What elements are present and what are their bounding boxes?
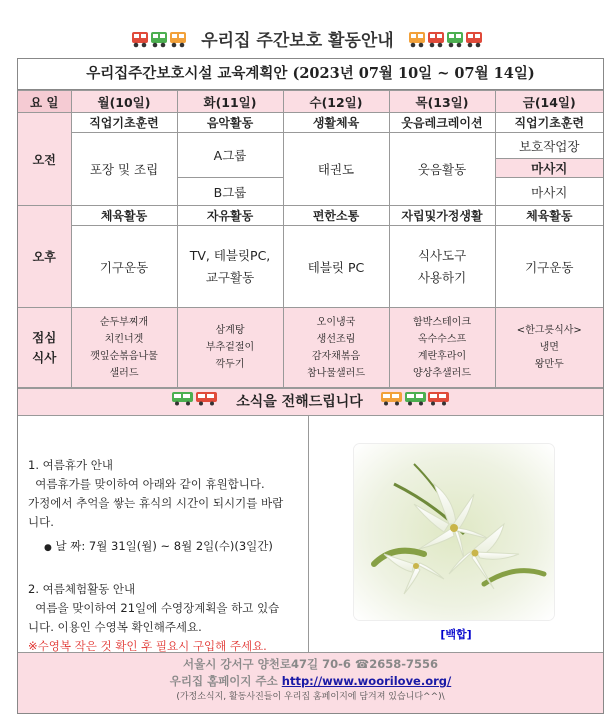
pm-fri-activity: 기구운동 [495,226,603,308]
photo-caption: [백합] [440,628,472,641]
menu-item: 양상추샐러드 [413,367,471,379]
lunch-mon [71,308,177,388]
day-mon: 월(10일) [71,91,177,113]
pm-program-fri: 체육활동 [495,206,603,226]
pm-program-thu: 자립및가정생활 [389,206,495,226]
am-mon-activity: 포장 및 조립 [71,133,177,206]
pm-thu-activity [389,226,495,308]
pm-tue-activity [177,226,283,308]
am-row-1 [18,133,603,159]
news-item1-line2: 가정에서 추억을 쌓는 휴식의 시간이 되시기를 바랍 [28,496,284,510]
plan-title: 우리집주간보호시설 교육계획안 (2023년 07월 10일 ~ 07월 14일) [18,59,603,90]
am-program-wed: 생활체육 [283,113,389,133]
news-text [18,416,309,652]
train-icon [171,389,219,415]
day-tue: 화(11일) [177,91,283,113]
lily-photo [354,444,554,620]
menu-item: 계란후라이 [417,350,467,362]
news-item2-line2: 니다. 이용인 수영복 확인해주세요. [28,620,202,634]
menu-item: 냉면 [539,342,559,353]
news-photo-panel [309,416,603,652]
page-header [0,26,615,56]
lunch-thu [389,308,495,388]
news-bar-title: 소식을 전해드립니다 [236,394,363,410]
menu-item: 감자채볶음 [311,350,361,362]
lunch-label [18,308,71,388]
menu-item: <한그릇식사> [516,325,582,336]
news-section [18,416,603,653]
footer-address: 서울시 강서구 양천로47길 70-6 ☎2658-7556 [183,657,438,671]
pm-mon-activity: 기구운동 [71,226,177,308]
lunch-tue [177,308,283,388]
menu-item: 깻잎순볶음나물 [90,350,158,362]
activity-sheet [17,58,604,714]
news-item1-line1: 여름휴가를 맞이하여 아래와 같이 휴원합니다. [28,477,265,491]
am-tue-group-b: B그룹 [177,178,283,206]
menu-item: 샐러드 [109,367,139,379]
am-label: 오전 [18,113,71,206]
day-wed: 수(12일) [283,91,389,113]
news-item1-date-row [28,537,308,558]
weekly-plan-table [18,90,603,388]
footer-homepage [18,673,603,690]
pm-program-tue: 자유활동 [177,206,283,226]
day-header-row [18,91,603,113]
am-wed-activity: 태권도 [283,133,389,206]
yoil-label: 요 일 [18,91,71,113]
lunch-label-1: 점심 [32,329,57,345]
pm-tue-line-1: TV, 테블릿PC, [189,247,271,263]
am-tue-group-a: A그룹 [177,133,283,178]
news-item1-date: 날 짜: 7월 31일(월) ~ 8월 2일(수)(3일간) [55,539,273,553]
homepage-link[interactable]: http://www.woorilove.org/ [281,674,452,688]
pm-program-mon: 체육활동 [71,206,177,226]
bullet-icon: ● [44,543,52,553]
menu-item: 오이냉국 [316,316,356,328]
lunch-label-2: 식사 [32,349,57,365]
pm-thu-line-1: 식사도구 [417,247,467,263]
news-item2-notice: ※수영복 작은 것 확인 후 필요시 구입해 주세요. [28,639,267,653]
lunch-wed [283,308,389,388]
am-program-fri: 직업기초훈련 [495,113,603,133]
am-fri-workshop: 보호작업장 [495,133,603,159]
am-fri-massage: 마사지 [495,178,603,206]
train-icon [131,30,187,53]
menu-item: 참나물샐러드 [307,367,365,379]
header-title: 우리집 주간보호 활동안내 [201,31,394,51]
news-item1-title: 1. 여름휴가 안내 [28,458,113,472]
pm-tue-line-2: 교구활동 [205,269,255,285]
news-bar [18,388,603,416]
lunch-fri [495,308,603,388]
news-item2-title: 2. 여름체험활동 안내 [28,582,136,596]
pm-wed-activity: 테블릿 PC [283,226,389,308]
menu-item: 옥수수스프 [417,333,467,345]
am-program-tue: 음악활동 [177,113,283,133]
train-icon [380,389,450,415]
menu-item: 삼계탕 [215,325,245,336]
am-program-row [18,113,603,133]
footer [18,653,603,713]
day-thu: 목(13일) [389,91,495,113]
news-item2-line1: 여름을 맞이하여 21일에 수영장계획을 하고 있습 [28,601,280,615]
pm-program-wed: 편한소통 [283,206,389,226]
menu-item: 치킨너겟 [104,333,144,345]
pm-thu-line-2: 사용하기 [417,269,467,285]
am-thu-activity: 웃음활동 [389,133,495,206]
pm-program-row [18,206,603,226]
menu-item: 깍두기 [215,359,245,370]
news-item1-line3: 니다. [28,515,54,529]
pm-activity-row [18,226,603,308]
menu-item: 순두부찌개 [99,316,149,328]
menu-item: 생선조림 [316,333,356,345]
lunch-row [18,308,603,388]
menu-item: 부추겉절이 [205,342,255,353]
pm-label: 오후 [18,206,71,308]
am-program-thu: 웃음레크레이션 [389,113,495,133]
menu-item: 함박스테이크 [413,316,471,328]
menu-item: 왕만두 [534,359,564,370]
train-icon [408,30,484,53]
am-program-mon: 직업기초훈련 [71,113,177,133]
homepage-label: 우리집 홈페이지 주소 [169,674,278,688]
am-fri-massage-heading: 마사지 [495,159,603,178]
day-fri: 금(14일) [495,91,603,113]
footer-note: (가정소식지, 활동사진들이 우리집 홈페이지에 담겨져 있습니다^^)\ [176,692,445,702]
